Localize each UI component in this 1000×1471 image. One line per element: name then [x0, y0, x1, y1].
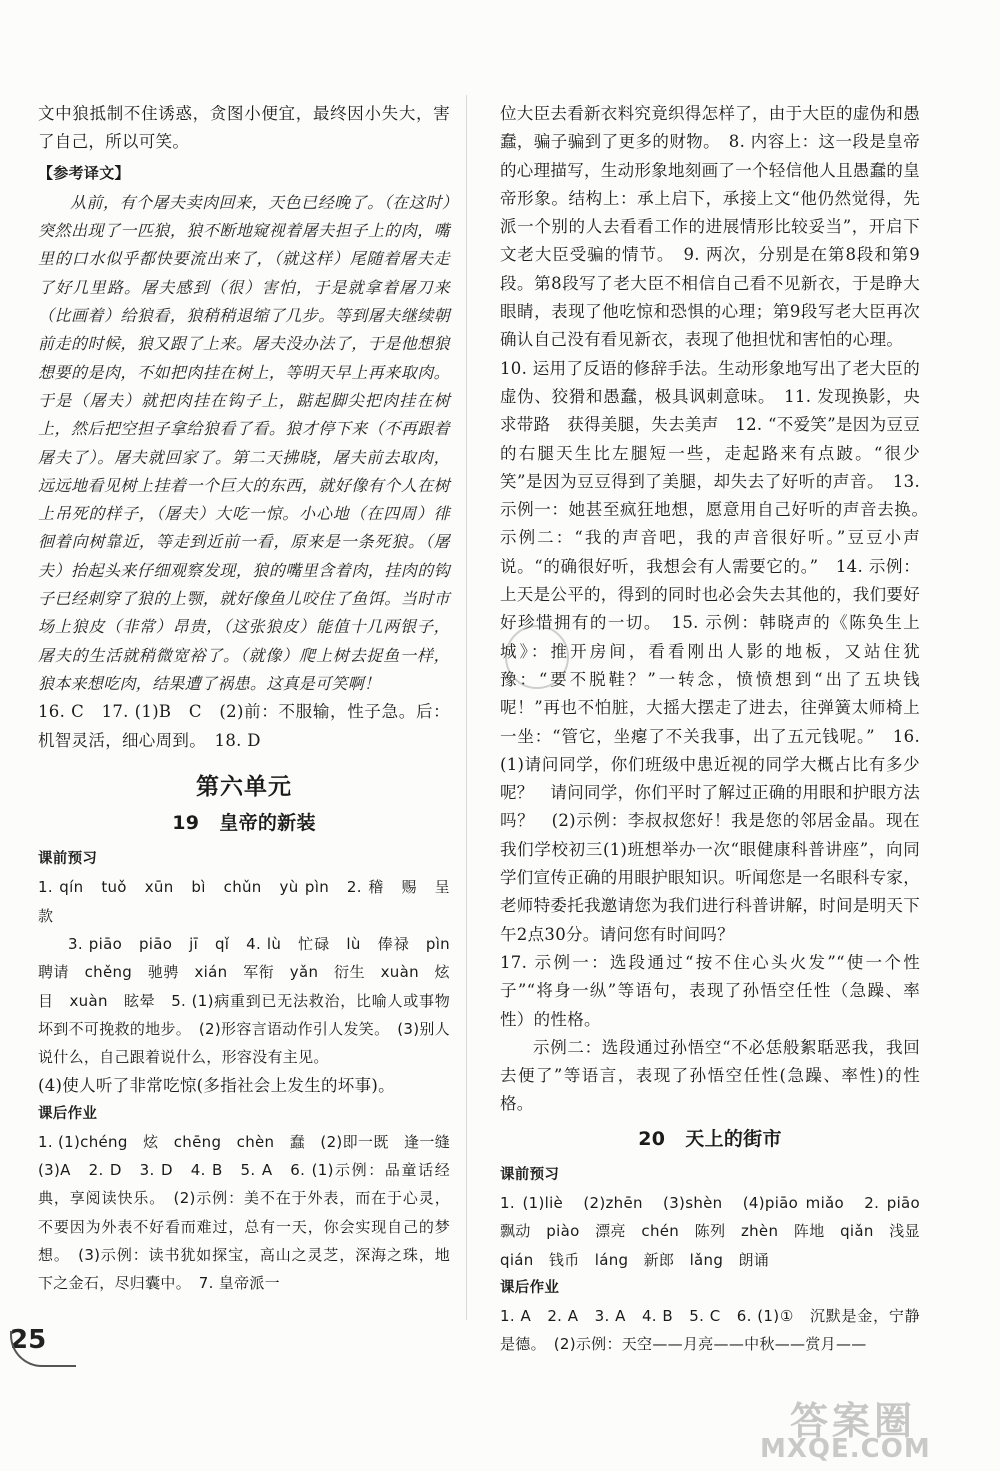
lesson-title: 天上的街市	[685, 1127, 782, 1150]
translation-text: 从前，有个屠夫卖肉回来，天色已经晚了。（在这时）突然出现了一匹狼，狼不断地窥视着屠夫担子上的肉，嘴里的口水似乎都快要流出来了，（就这样）尾随着屠夫走了好几里路。屠夫感到（很）害怕，于是就拿着屠刀来（比画着）给狼看，狼稍稍退缩了几步。等到屠夫继续朝前走的时候，狼又跟了上来。屠夫没办法了，于是他想狼想要的是肉，不如把肉挂在树上，等明天早上再来取肉。于是（屠夫）就把肉挂在钩子上，踮起脚尖把肉挂在树上，然后把空担子拿给狼看了看。狼才停下来（不再跟着屠夫了）。屠夫就回家了。第二天拂晓，屠夫前去取肉，远远地看见树上挂着一个巨大的东西，就好像有个人在树上吊死的样子，（屠夫）大吃一惊。小心地（在四周）徘徊着向树靠近，等走到近前一看，原来是一条死狼。（屠夫）抬起头来仔细观察发现，狼的嘴里含着肉，挂肉的钩子已经刺穿了狼的上颚，就好像鱼儿咬住了鱼饵。当时市场上狼皮（非常）昂贵，（这张狼皮）能值十几两银子，屠夫的生活就稍微宽裕了。（就像）爬上树去捉鱼一样，狼本来想吃肉，结果遭了祸患。这真是可笑啊！	[38, 192, 450, 693]
answer-17-example-2: 示例二：选段通过孙悟空“不必恁般絮聒恶我，我回去便了”等语言，表现了孙悟空任性(急躁、率性)的性格。	[500, 1037, 920, 1114]
lesson-title: 皇帝的新装	[219, 812, 316, 835]
pre-study-label: 课前预习	[38, 851, 98, 868]
pre-study-q3-5: 3. piāo piāo jī qǐ 4. lù 忙碌 lù 俸禄 pìn 聘请 chěng 驰骋 xián 军衔 yǎn 衍生 xuàn 炫目 xuàn 眩晕 5. (1)病重到已无法救治，比喻人或事物坏到不可挽救的地步。 (2)形容言语动作引人发笑。 (3)别人说什么，自己跟着说什么，形容没有主见。	[38, 935, 466, 1067]
reference-translation-label: 【参考译文】	[38, 163, 130, 182]
homework-label: 课后作业	[38, 1105, 98, 1122]
watermark-logo-text: 答案圈	[790, 1399, 917, 1443]
intro-text: 文中狼抵制不住诱惑，贪图小便宜，最终因小失大，害了自己，所以可笑。	[38, 104, 450, 152]
homework-text: 1. A 2. A 3. A 4. B 5. C 6. (1)① 沉默是金，宁静是德。 (2)示例：天空——月亮——中秋——赏月——	[500, 1306, 920, 1354]
unit-title: 第六单元	[196, 773, 292, 800]
page-number: 25	[10, 1325, 47, 1355]
answers-7-9: 位大臣去看新衣料究竟织得怎样了，由于大臣的虚伪和愚蠢，骗子骗到了更多的财物。 8. 内容上：这一段是皇帝的心理描写，生动形象地刻画了一个轻信他人且愚蠢的皇帝形象。结构上：承上启下，承接上文“他仍然觉得，先派一个别的人去看看工作的进展情形比较妥当”，开启下文老大臣受骗的情节。 9. 两次，分别是在第8段和第9段。第8段写了老大臣不相信自己看不见新衣，于是睁大眼睛，表现了他吃惊和恐惧的心理；第9段写老大臣再次确认自己没有看见新衣，表现了他担忧和害怕的心理。	[500, 104, 920, 350]
left-column	[38, 100, 466, 1298]
answers-10-16: 10. 运用了反语的修辞手法。生动形象地写出了老大臣的虚伪、狡猾和愚蠢，极具讽刺意味。 11. 发现换影，央求带路 获得美腿，失去美声 12. “不爱笑”是因为豆豆的右腿天生比左腿短一些，走起路来有点跛。“很少笑”是因为豆豆得到了美腿，却失去了好听的声音。 13. 示例一：她甚至疯狂地想，愿意用自己好听的声音去换。 示例二：“我的声音吧，我的声音很好听。”豆豆小声说。“的确很好听，我想会有人需要它的。” 14. 示例：上天是公平的，得到的同时也必会失去其他的，我们要好好珍惜拥有的一切。 15. 示例：韩晓声的《陈奂生上城》：推开房间，看看刚出人影的地板，又站住犹豫：“要不脱鞋？”一转念，愤愤想到“出了五块钱呢！”再也不怕脏，大摇大摆走了进去，往弹簧太师椅上一坐：“管它，坐瘪了不关我事，出了五元钱呢。” 16. (1)请问同学，你们班级中患近视的同学大概占比有多少呢？ 请问同学，你们平时了解过正确的用眼和护眼方法吗？ (2)示例：李叔叔您好！我是您的邻居金晶。现在我们学校初三(1)班想举办一次“眼健康科普讲座”，向同学们宣传正确的用眼护眼知识。听闻您是一名眼科专家，老师特委托我邀请您为我们进行科普讲解，时间是明天下午2点30分。请问您有时间吗？	[500, 358, 937, 944]
lesson-number: 20	[638, 1127, 666, 1150]
pre-study-q5-4: (4)使人听了非常吃惊(多指社会上发生的坏事)。	[38, 1075, 395, 1095]
pre-study-q1: 1. qín tuǒ xūn bì chǔn yù pìn 2. 稽 赐 呈 款	[38, 878, 466, 925]
pre-study-label: 课前预习	[500, 1166, 560, 1183]
lesson-19-heading	[38, 809, 450, 837]
column-divider	[466, 95, 467, 1320]
site-watermark	[760, 1390, 990, 1465]
homework-text: 1. (1)chéng 炫 chēng chèn 蠢 (2)即一既 逢一缝 (3)A 2. D 3. D 4. B 5. A 6. (1)示例：品童话经典，享阅读快乐。 (2)示例：美不在于外表，而在于心灵，不要因为外表不好看而难过，总有一天，你会实现自己的梦想。 (3)示例：读书犹如探宝，高山之灵芝，深海之珠，地下之金石，尽归囊中。 7. 皇帝派一	[38, 1132, 466, 1293]
homework-label: 课后作业	[500, 1279, 560, 1296]
answer-17-example-1: 17. 示例一：选段通过“按不住心头火发”“使一个性子”“将身一纵”等语句，表现了孙悟空任性（急躁、率性）的性格。	[500, 952, 920, 1029]
answers-16-18: 16. C 17. (1)B C (2)前：不服输，性子急。后：机智灵活，细心周到。 18. D	[38, 702, 450, 750]
faded-stamp-mark	[505, 625, 569, 689]
right-column	[500, 100, 937, 1358]
page-number-badge	[10, 1325, 66, 1361]
pre-study-text: 1. (1)liè (2)zhēn (3)shèn (4)piāo miǎo 2. piāo 飘动 piào 漂亮 chén 陈列 zhèn 阵地 qiǎn 浅显 qián 钱币 láng 新郎 lǎng 朗诵	[500, 1193, 936, 1269]
lesson-20-heading	[500, 1125, 920, 1153]
lesson-number: 19	[172, 812, 200, 835]
watermark-url: MXQE.COM	[760, 1434, 931, 1464]
page-number-curve	[10, 1331, 76, 1367]
